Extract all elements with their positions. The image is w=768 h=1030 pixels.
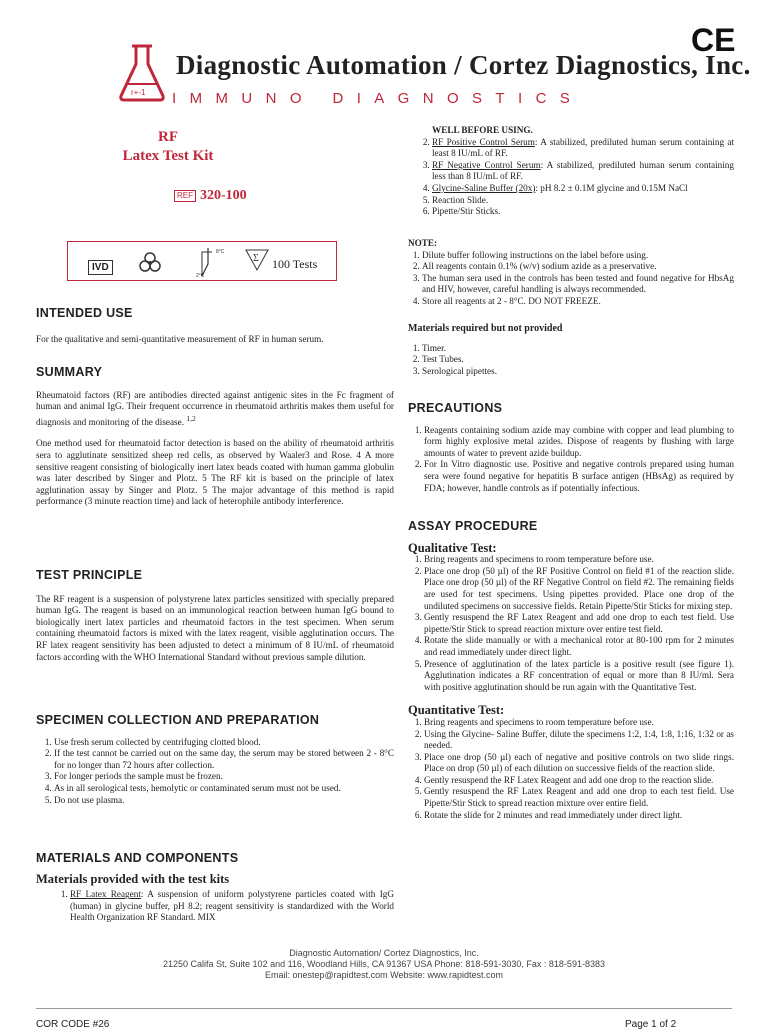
list-item: 2. If the test cannot be carried out on the same day, the serum may be stored between 2 - 8°C for no longer than 72 hours after collection. xyxy=(54,748,394,771)
list-item: 5. Reaction Slide. xyxy=(432,195,734,207)
list-item: 1. Reagents containing sodium azide may combine with copper and lead plumbing to form highly explosive metal azides. Dispose of reagents by flushing with large amounts of water to prevent azide buildup. xyxy=(424,425,734,460)
biohazard-icon xyxy=(138,250,162,274)
list-item: 1. Dilute buffer following instructions on the label before using. xyxy=(422,250,734,262)
list-item: 1. Bring reagents and specimens to room temperature before use. xyxy=(424,554,734,566)
sigma-triangle-icon xyxy=(244,248,270,272)
list-item: 6. Pipette/Stir Sticks. xyxy=(432,206,734,218)
required-list xyxy=(408,343,734,378)
item-name: RF Negative Control Serum xyxy=(432,159,541,170)
specimen-heading: SPECIMEN COLLECTION AND PREPARATION xyxy=(36,713,320,727)
summary-heading: SUMMARY xyxy=(36,365,103,379)
ref-number: 320-100 xyxy=(200,188,247,203)
summary-section xyxy=(36,367,394,508)
materials-list-right xyxy=(408,125,734,218)
footer-contact xyxy=(0,948,768,980)
note-heading-text: NOTE xyxy=(408,238,435,248)
item-text: : A stabilized, prediluted human serum containing less than 8 IU/mL of RF. xyxy=(432,159,734,182)
symbols-box xyxy=(67,241,337,281)
list-item: 3. The human sera used in the controls has been tested and found negative for HbsAg and HIV, however, careful handling is always recommended. xyxy=(422,273,734,296)
quantitative-list xyxy=(408,717,734,821)
cor-code: COR CODE #26 xyxy=(36,1019,110,1030)
test-principle-section xyxy=(36,570,394,663)
list-item: 4. Store all reagents at 2 - 8°C. DO NOT FREEZE. xyxy=(422,296,734,308)
required-section xyxy=(408,323,734,377)
item-text: : pH 8.2 ± 0.1M glycine and 0.15M NaCl xyxy=(535,182,688,193)
summary-p1-text: Rheumatoid factors (RF) are antibodies directed against antigenic sites in the Fc fragment of human and animal IgG. Their frequent occurrence in rheumatoid arthritis makes them useful for diagnosis and monitoring of the disease. xyxy=(36,389,394,427)
list-item: 3. Gently resuspend the RF Latex Reagent and add one drop to each test field. Use pipette/Stir Stick to spread reaction mixture over entire test field. xyxy=(424,612,734,635)
list-item: 4. Rotate the slide manually or with a mechanical rotor at 80-100 rpm for 2 minutes and read immediately under direct light. xyxy=(424,635,734,658)
precautions-section xyxy=(408,403,734,494)
list-item: 4. Gently resuspend the RF Latex Reagent and add one drop to the reaction slide. xyxy=(424,775,734,787)
list-item: 2. Place one drop (50 µl) of the RF Positive Control on field #1 of the reaction slide. Place one drop (50 µl) of the RF Negative Control on field #2. The remaining fields are used for test specimens. Using pipettes provided. Place one drop of the undiluted specimens on successive fields. Retain Pipette/Stir Sticks for mixing step. xyxy=(424,566,734,612)
note-heading: NOTE: xyxy=(408,238,438,248)
temperature-limit-icon xyxy=(196,244,232,278)
list-item: 2. Test Tubes. xyxy=(422,354,734,366)
summary-p1-sup: 1,2 xyxy=(186,413,196,423)
precautions-heading: PRECAUTIONS xyxy=(408,401,503,415)
qualitative-list xyxy=(408,554,734,693)
summary-paragraph-1 xyxy=(36,390,394,429)
company-name: Diagnostic Automation / Cortez Diagnostics, Inc. xyxy=(176,50,751,80)
list-item xyxy=(70,889,394,924)
ref-number-block xyxy=(174,188,247,204)
list-item xyxy=(432,160,734,183)
list-item: 5. Gently resuspend the RF Latex Reagent and add one drop to each test field. Use Pipette/Stir Stick to spread reaction mixture over entire field. xyxy=(424,786,734,809)
temp-low-label: 2°C xyxy=(196,273,205,278)
list-item: 2. For In Vitro diagnostic use. Positive and negative controls prepared using human sera were found negative for hepatitis B surface antigen (HBsAg) as required by FDA; however, handle controls as if potentially infectious. xyxy=(424,459,734,494)
qualitative-heading: Qualitative Test: xyxy=(408,540,497,555)
list-item: 3. Place one drop (50 µl) each of negative and positive controls on two slide rings. Place on drop (50 µl) of each dilution on successive fields of the reaction slide. xyxy=(424,752,734,775)
ce-mark: CE xyxy=(691,22,736,58)
list-item xyxy=(432,183,734,195)
materials-section xyxy=(36,853,394,924)
list-item: 1. Timer. xyxy=(422,343,734,355)
item-text: : A suspension of uniform polystyrene particles coated with IgG (human) in glycine buffer, pH 8.2; reagent sensitivity is standardized with the World Health Organization RF Standard. MIX xyxy=(70,889,394,923)
ivd-symbol: IVD xyxy=(88,260,113,275)
ref-label: REF xyxy=(174,190,196,202)
list-item: 6. Rotate the slide for 2 minutes and read immediately under direct light. xyxy=(424,810,734,822)
test-principle-text: The RF reagent is a suspension of polystyrene latex particles sensitized with specially prepared human IgG. The reagent is based on an immunological reaction between human IgG bound to biologically inert latex particles and rheumatoid factors in the test specimen. When serum containing rheumatoid factors is mixed with the latex reagent, visible agglutination occurs. The RF latex reagent sensitivity has been adjusted to detect a minimum of 8 IU/mL of rheumatoid factors according with the WHO International Standard without previous sample dilution. xyxy=(36,593,394,662)
footer-divider xyxy=(36,1008,732,1009)
materials-list-left xyxy=(36,889,394,924)
list-item: 4. As in all serological tests, hemolytic or contaminated serum must not be used. xyxy=(54,783,394,795)
flask-logo-icon xyxy=(118,44,166,102)
list-item: 3. For longer periods the sample must be frozen. xyxy=(54,771,394,783)
required-heading: Materials required but not provided xyxy=(408,323,563,334)
list-item: 2. All reagents contain 0.1% (w/v) sodium azide as a preservative. xyxy=(422,261,734,273)
footer-company: Diagnostic Automation/ Cortez Diagnostics, Inc. xyxy=(289,948,479,958)
division-name: IMMUNO DIAGNOSTICS xyxy=(172,90,584,107)
materials-item1-continued: WELL BEFORE USING. xyxy=(432,125,533,135)
specimen-list xyxy=(36,737,394,807)
materials-list xyxy=(408,137,734,218)
materials-provided-heading: Materials provided with the test kits xyxy=(36,871,230,886)
product-subtitle: Latex Test Kit xyxy=(122,148,214,164)
note-section xyxy=(408,238,734,308)
intended-use-heading: INTENDED USE xyxy=(36,306,133,320)
intended-use-section xyxy=(36,308,394,345)
list-item: 2. Using the Glycine- Saline Buffer, dilute the specimens 1:2, 1:4, 1:8, 1:16, 1:32 or as needed. xyxy=(424,729,734,752)
item-name: Glycine-Saline Buffer (20x) xyxy=(432,182,536,193)
list-item: 5. Presence of agglutination of the latex particle is a positive result (see figure 1). Agglutination indicates a RF concentration of equal or more than 8 IU/ml. Sera with positive agglutination should be run again with the Quantitative Test. xyxy=(424,659,734,694)
flask-label: r+-1 xyxy=(131,88,146,97)
item-name: RF Latex Reagent xyxy=(70,889,141,900)
temp-high-label: 8°C xyxy=(216,249,225,255)
item-text: : A stabilized, prediluted human serum containing at least 8 IU/mL of RF. xyxy=(432,136,734,159)
list-item: 5. Do not use plasma. xyxy=(54,795,394,807)
list-item xyxy=(432,137,734,160)
footer-address: 21250 Califa St, Suite 102 and 116, Woodland Hills, CA 91367 USA Phone: 818-591-3030, Fax : 818-591-8383 xyxy=(163,958,605,969)
item-name: RF Positive Control Serum xyxy=(432,136,535,147)
list-item: 1. Bring reagents and specimens to room temperature before use. xyxy=(424,717,734,729)
page-number: Page 1 of 2 xyxy=(625,1019,677,1030)
precautions-list xyxy=(408,425,734,495)
quantitative-heading: Quantitative Test: xyxy=(408,703,505,718)
note-list xyxy=(408,250,734,308)
sigma-symbol: Σ xyxy=(253,253,259,264)
test-count: 100 Tests xyxy=(272,257,318,271)
materials-heading: MATERIALS AND COMPONENTS xyxy=(36,851,239,865)
footer-email-website: Email: onestep@rapidtest.com Website: www.rapidtest.com xyxy=(264,969,504,980)
product-title-block xyxy=(36,128,300,166)
list-item: 1. Use fresh serum collected by centrifuging clotted blood. xyxy=(54,737,394,749)
summary-paragraph-2: One method used for rheumatoid factor detection is based on the ability of rheumatoid arthritis sera to agglutinate sensitized sheep red cells, as observed by Waaler3 and Rose. 4 A more sensitive reagent consisting of biologically inert latex beads coated with human gamma globulin was later described by Singer and Plotz. 5 The RF kit is based on the principle of latex agglutination assay by Singer and Plotz. 5 The major advantage of this method is rapid performance (3 minute reaction time) and lack of heterophile antibody interference. xyxy=(36,438,394,507)
test-principle-heading: TEST PRINCIPLE xyxy=(36,568,143,582)
specimen-section xyxy=(36,715,394,806)
assay-heading: ASSAY PROCEDURE xyxy=(408,519,538,533)
assay-section xyxy=(408,521,734,821)
product-title: RF xyxy=(158,129,178,145)
list-item: 3. Serological pipettes. xyxy=(422,366,734,378)
intended-use-text: For the qualitative and semi-quantitative measurement of RF in human serum. xyxy=(36,333,324,344)
